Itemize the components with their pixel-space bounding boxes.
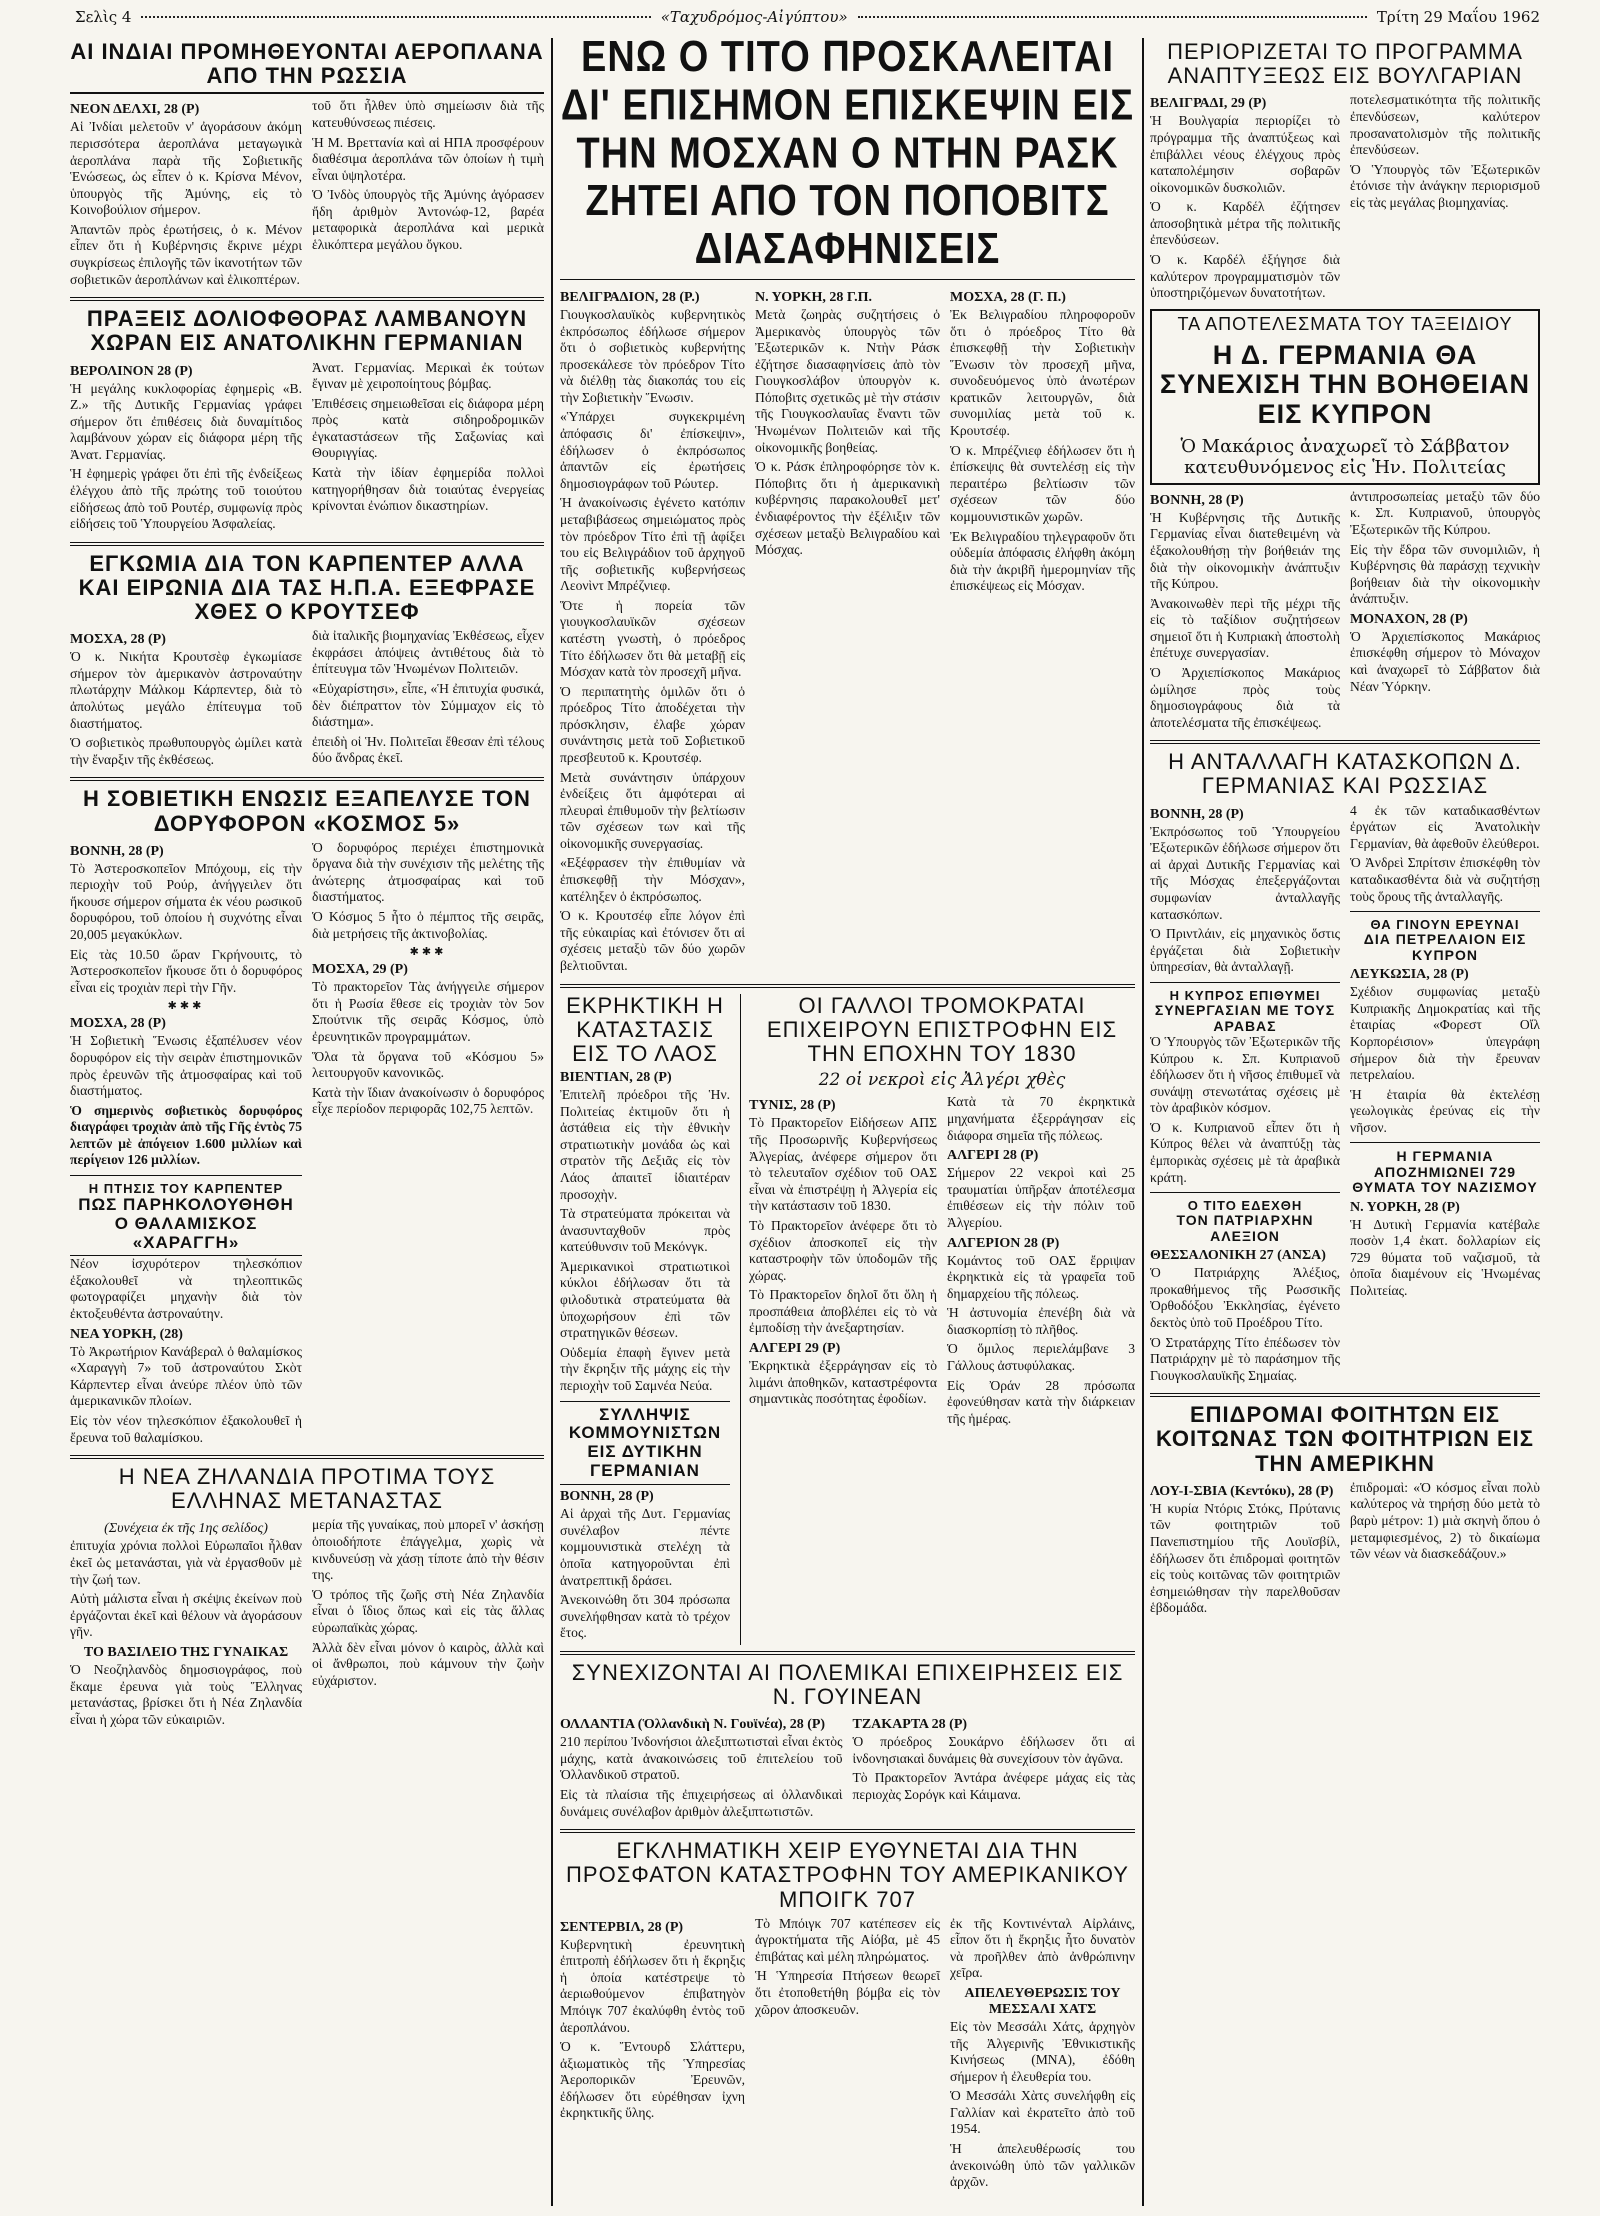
- article-paragraph: Ὁ σημερινὸς σοβιετικὸς δορυφόρος διαγράφει τροχιὰν ἀπὸ τῆς Γῆς ἐντὸς 75 λεπτῶν μὲ ἀπόγειον 1.600 μιλλίων καὶ περίγειον 126 μιλλίων.: [70, 1102, 302, 1168]
- article-paragraph: Κατὰ τὰ 70 ἐκρηκτικὰ μηχανήματα ἐξερράγησαν εἰς διάφορα σημεῖα τῆς πόλεως.: [947, 1094, 1135, 1143]
- masthead: [75, 0, 1540, 34]
- newspaper-title: «Ταχυδρόμος-Αἰγύπτου»: [660, 8, 848, 26]
- article-paragraph: Ὁ Νεοζηλανδὸς δημοσιογράφος, ποὺ ἔκαμε ἐρευνα γιὰ τοὺς Ἕλληνας μετανάστας, βρίσκει ὅτι ἡ Νέα Ζηλανδία εἶναι ἡ χώρα τῶν εὐκαιριῶν.: [70, 1661, 302, 1727]
- headline-carpenter: ΕΓΚΩΜΙΑ ΔΙΑ ΤΟΝ ΚΑΡΠΕΝΤΕΡ ΑΛΛΑ ΚΑΙ ΕΙΡΩΝΙΑ ΔΙΑ ΤΑΣ Η.Π.Α. ΕΞΕΦΡΑΣΕ ΧΘΕΣ Ο ΚΡΟΥΤΣΕΦ: [78, 550, 536, 625]
- article-paragraph: Ἡ ἑταιρία θὰ ἐκτελέσῃ γεωλογικὰς ἐρεύνας εἰς τὴν νῆσον.: [1350, 1086, 1540, 1135]
- issue-date: Τρίτη 29 Μαΐου 1962: [1376, 8, 1540, 26]
- page-number: Σελὶς 4: [75, 8, 132, 26]
- kicker: Η ΠΤΗΣΙΣ ΤΟΥ ΚΑΡΠΕΝΤΕΡ: [88, 1180, 284, 1196]
- section-divider: [70, 777, 544, 781]
- article-paragraph: Ἐκρηκτικὰ ἐξερράγησαν εἰς τὸ λιμάνι ἀποθηκῶν, καταστρέφοντα σημαντικὰς ποσότητας ἐφοδίων.: [749, 1358, 937, 1407]
- kicker: ΤΑ ΑΠΟΤΕΛΕΣΜΑΤΑ ΤΟΥ ΤΑΞΕΙΔΙΟΥ: [1177, 313, 1513, 334]
- dateline: ΝΕΑ ΥΟΡΚΗ, (28): [70, 1326, 183, 1342]
- kicker: ΘΑ ΓΙΝΟΥΝ ΕΡΕΥΝΑΙ: [1370, 917, 1520, 933]
- article-paragraph: Τὸ Ἀστεροσκοπεῖον Μπόχουμ, εἰς τὴν περιοχὴν τοῦ Ρούρ, ἀνήγγειλεν ὅτι ἤκουσε σήμερον σήματα ἐκ νέου ρωσικοῦ δορυφόρου, τοῦ ὁποίου ἡ συχνότης εἶναι 20,005 μεγακύκλων.: [70, 860, 302, 943]
- article-paragraph: Ἡ Μ. Βρεττανία καὶ αἱ ΗΠΑ προσφέρουν διαθέσιμα ἀεροπλάνα τῶν ὁποίων ἡ τιμὴ εἶναι ὑψηλοτέρα.: [312, 134, 544, 183]
- article-paragraph: Μετὰ συνάντησιν ὑπάρχουν ἐνδείξεις ὅτι ἀμφότεραι αἱ πλευραὶ ἐπιθυμοῦν τὴν βελτίωσιν τῶν σχέσεων των καὶ τῆς οἰκονομικῆς συνεργασίας.: [560, 769, 745, 851]
- article-paragraph: ἐκ τῆς Κοντινένταλ Αἰρλάινς, εἶπον ὅτι ἡ ἔκρηξις ἦτο δυνατὸν νὰ προῆλθεν ἀπὸ ἀνθρώπινην χεῖρα.: [950, 1915, 1135, 1981]
- article-paragraph: Εἰς τὴν ἔδρα τῶν συνομιλιῶν, ἡ Κυβέρνησις θὰ παράσχῃ τεχνικὴν βοήθειαν διὰ τὴν οἰκονομικὴν ἀνάπτυξιν.: [1350, 541, 1540, 607]
- section-divider: [1350, 1142, 1540, 1143]
- article-paragraph: Τὸ Πρακτορεῖον Εἰδήσεων ΑΠΣ τῆς Προσωρινῆς Κυβερνήσεως Ἀλγερίας, ἀνέφερε σήμερον ὅτι τὸ τελευταῖον σχέδιον τοῦ ΟΑΣ εἶναι νὰ ἐπιστρέψῃ ἡ Ἀλγερία εἰς τὴν κατάστασιν τοῦ 1830.: [749, 1115, 937, 1214]
- article-paragraph: διὰ ἰταλικῆς βιομηχανίας Ἐκθέσεως, εἶχεν ἐκφράσει ἀπόψεις ἀντιθέτους διὰ τὸ ἐπίτευγμα τῶν Ἡνωμένων Πολιτειῶν.: [312, 628, 544, 677]
- article-paragraph: Ὁ Ὑπουργὸς τῶν Ἐξωτερικῶν ἐτόνισε τὴν ἀνάγκην περιορισμοῦ εἰς τὰς μεγάλας βιομηχανίας.: [1350, 161, 1540, 210]
- headline-boeing: ΕΓΚΛΗΜΑΤΙΚΗ ΧΕΙΡ ΕΥΘΥΝΕΤΑΙ ΔΙΑ ΤΗΝ ΠΡΟΣΦΑΤΟΝ ΚΑΤΑΣΤΡΟΦΗΝ ΤΟΥ ΑΜΕΡΙΚΑΝΙΚΟΥ ΜΠΟΙΓΚ 707: [566, 1838, 1129, 1912]
- dateline: ΜΟΣΧΑ, 29 (Ρ): [312, 962, 408, 978]
- dateline: ΒΕΡΟΛΙΝΟΝ 28 (Ρ): [70, 363, 193, 379]
- cyprus-box: [1150, 309, 1540, 485]
- article-paragraph: Ἡ Δυτικὴ Γερμανία κατέβαλε ποσὸν 1,4 ἑκατ. δολλαρίων εἰς 729 θύματα τοῦ ναζισμοῦ, τὰ ὁποῖα διαμένουν εἰς Ἡνωμένας Πολιτείας.: [1350, 1216, 1540, 1298]
- article-paragraph: Ὁ Πατριάρχης Ἀλέξιος, προκαθήμενος τῆς Ρωσσικῆς Ὀρθοδόξου Ἐκκλησίας, ἐγένετο δεκτὸς ὑπὸ τοῦ Προέδρου Τίτο.: [1150, 1265, 1340, 1330]
- article-paragraph: Τὸ Πρακτορεῖον δηλοῖ ὅτι ὅλη ἡ προσπάθεια ἀποβλέπει εἰς τὸ νὰ ἐμποδίσῃ τὴν ἀνεξαρτησίαν.: [749, 1287, 937, 1336]
- dateline: ΑΛΓΕΡΙΟΝ 28 (Ρ): [947, 1235, 1060, 1251]
- article-paragraph: Ὁ σοβιετικὸς πρωθυπουργὸς ὡμίλει κατὰ τὴν ἔναρξιν τῆς ἐκθέσεως.: [70, 735, 302, 767]
- dateline: Ν. ΥΟΡΚΗ, 28 Γ.Π.: [755, 289, 873, 305]
- article-paragraph: Ὁ κ. Μπρέζνιεφ ἐδήλωσεν ὅτι ἡ ἐπίσκεψις θὰ συντελέσῃ εἰς τὴν περαιτέρω βελτίωσιν τῶν σχέσεων τῶν δύο κομμουνιστικῶν χωρῶν.: [950, 442, 1135, 524]
- article-paragraph: Ἐκ Βελιγραδίου πληροφοροῦν ὅτι ὁ πρόεδρος Τίτο θὰ ἐπισκεφθῇ τὴν Σοβιετικὴν Ἕνωσιν τὸν προσεχῆ μῆνα, συνοδευόμενος ὑπὸ ἀνωτέρων κρατικῶν λειτουργῶν, διὰ συνομιλίας μετὰ τοῦ κ. Κρουτσέφ.: [950, 306, 1135, 439]
- article-paragraph: Σχέδιον συμφωνίας μεταξὺ Κυπριακῆς Δημοκρατίας καὶ τῆς ἑταιρίας «Φορεστ Οἴλ Κορπορέισιον» ὑπεγράφη σήμερον διὰ τὴν ἔρευναν πετρελαίου.: [1350, 984, 1540, 1083]
- article-paragraph: ἐπιδρομαὶ: «Ὁ κόσμος εἶναι πολὺ καλύτερος νὰ τηρήσῃ δύο μετὰ τὸ βαρὺ μέτρον: 1) μιὰ σκηνὴ ὅπου ὁ μεταμφιεσμένος, 2) τὸ δικαίωμα τῶν νέων νὰ διασκεδάζουν.»: [1350, 1479, 1540, 1562]
- article-paragraph: Κομάντος τοῦ ΟΑΣ ἔρριψαν ἐκρηκτικὰ εἰς τὰ γραφεῖα τοῦ δημαρχείου τῆς πόλεως.: [947, 1252, 1135, 1301]
- continuation-note: (Συνέχεια ἐκ τῆς 1ης σελίδος): [104, 1521, 268, 1537]
- article-paragraph: Ἡ Σοβιετικὴ Ἕνωσις ἐξαπέλυσεν νέον δορυφόρον εἰς τὴν σειρὰν ἐπιστημονικῶν πρὸς ἐρευνῶν τῆς ἀτμοσφαίρας καὶ τοῦ διαστήματος.: [70, 1033, 302, 1099]
- article-paragraph: Ὁ πρόεδρος Σουκάρνο ἐδήλωσεν ὅτι αἱ ἰνδονησιακαὶ δυνάμεις θὰ συνεχίσουν τὸν ἀγῶνα.: [852, 1734, 1135, 1766]
- headline-cosmos: Η ΣΟΒΙΕΤΙΚΗ ΕΝΩΣΙΣ ΕΞΑΠΕΛΥΣΕ ΤΟΝ ΔΟΡΥΦΟΡΟΝ «ΚΟΣΜΟΣ 5»: [83, 786, 531, 836]
- dateline: ΒΕΛΙΓΡΑΔΙ, 29 (Ρ): [1150, 96, 1267, 112]
- headline-algeria: ΟΙ ΓΑΛΛΟΙ ΤΡΟΜΟΚΡΑΤΑΙ ΕΠΙΧΕΙΡΟΥΝ ΕΠΙΣΤΡΟΦΗΝ ΕΙΣ ΤΗΝ ΕΠΟΧΗΝ ΤΟΥ 1830: [766, 992, 1118, 1066]
- article-paragraph: Οὐδεμία ἐπαφὴ ἔγινεν μετὰ τὴν ἔκρηξιν τῆς μάχης εἰς τὴν περιοχὴν τοῦ Σαμνέα Νεύα.: [560, 1344, 730, 1393]
- headline-nazism: Η ΓΕΡΜΑΝΙΑ ΑΠΟΖΗΜΙΩΝΕΙ 729 ΘΥΜΑΤΑ ΤΟΥ ΝΑΖΙΣΜΟΥ: [1352, 1148, 1538, 1196]
- article-paragraph: «Εὐχαρίστησι», εἶπε, «Ἡ ἐπιτυχία φυσικά, δὲν διέπραττον τὸν Σύμμαχον εἰς τὸ διάστημα».: [312, 681, 544, 730]
- article-paragraph: Τὸ Ἀκρωτήριον Κανάβεραλ ὁ θαλαμίσκος «Χαραγγὴ 7» τοῦ ἀστροναύτου Σκὸτ Κάρπεντερ εἶναι ἀνεύρε πλέον ὑπὸ τῶν ἀμερικανικῶν πλοίων.: [70, 1343, 302, 1409]
- dateline: ΝΕΟΝ ΔΕΛΧΙ, 28 (Ρ): [70, 102, 200, 118]
- article-paragraph: Ὁ Ἀρχιεπίσκοπος Μακάριος ἐπισκέφθη σήμερον τὸ Μόναχον καὶ ἀναχωρεῖ τὸ Σάββατον διὰ Νέαν Ὑόρκην.: [1350, 628, 1540, 694]
- article-paragraph: Εἰς τὰ πλαίσια τῆς ἐπιχειρήσεως αἱ ὁλλανδικαὶ δυνάμεις συνέλαβον ἀριθμὸν ἀλεξιπτωτιστῶν.: [560, 1786, 843, 1819]
- article-paragraph: Ἡ ἀπελευθέρωσίς του ἀνεκοινώθη ὑπὸ τῶν γαλλικῶν ἀρχῶν.: [950, 2141, 1135, 2190]
- masthead-rule: [141, 16, 650, 18]
- article-paragraph: Ἀνεκοινώθη ὅτι 304 πρόσωπα συνελήφθησαν κατὰ τὸ τρέχον ἔτος.: [560, 1592, 730, 1641]
- article-paragraph: ποτελεσματικότητα τῆς πολιτικῆς ἐπενδύσεων, καλύτερον προσανατολισμὸν τῆς πολιτικῆς ἐπενδύσεων.: [1350, 92, 1540, 158]
- article-paragraph: Ὁ κ. Καρδέλ ἐξήγησε διὰ καλύτερον προγραμματισμὸν τῶν ὑποστηριζόμενων δυνατοτήτων.: [1150, 252, 1340, 301]
- dateline: ΒΟΝΝΗ, 28 (Ρ): [70, 843, 164, 859]
- article-paragraph: Ὁ κ. Ράσκ ἐπληροφόρησε τὸν κ. Πόποβιτς ὅτι ἡ ἀμερικανικὴ κυβέρνησις παρακολουθεῖ μετ' ἐνδιαφέροντος τὴν ἐξέλιξιν τῶν σχέσεων μεταξὺ Βελιγραδίου καὶ Μόσχας.: [755, 459, 940, 558]
- article-paragraph: 4 ἐκ τῶν καταδικασθέντων ἐργάτων εἰς Ἀνατολικὴν Γερμανίαν, θὰ ἀφεθοῦν ἐλεύθεροι.: [1350, 802, 1540, 851]
- article-paragraph: Ὁ κ. Κρουτσέφ εἶπε λόγον ἐπὶ τῆς εὐκαιρίας καὶ ἐτόνισεν ὅτι αἱ σχέσεις μεταξὺ τῶν δύο χωρῶν βελτιοῦνται.: [560, 908, 745, 973]
- subheadline-cyprus: Ὁ Μακάριος ἀναχωρεῖ τὸ Σάββατον κατευθυνόμενος εἰς Ἡν. Πολιτείας: [1180, 435, 1510, 479]
- headline-arrests: ΣΥΛΛΗΨΙΣ ΚΟΜΜΟΥΝΙΣΤΩΝ ΕΙΣ ΔΥΤΙΚΗΝ ΓΕΡΜΑΝΙΑΝ: [560, 1401, 730, 1486]
- section-divider: [1350, 911, 1540, 912]
- dateline: ΟΛΛΑΝΤΙΑ (Ὁλλανδικὴ Ν. Γουϊνέα), 28 (Ρ): [560, 1717, 826, 1733]
- article-paragraph: ἐπιτυχία χρόνια πολλοὶ Εὐρωπαῖοι ἦλθαν ἐκεῖ ὡς μετανάσται, γιὰ νὰ ἐργασθοῦν μὲ τὴν ζωή των.: [70, 1538, 302, 1587]
- section-divider: [70, 297, 544, 301]
- article-paragraph: Ὁ κ. Ἔντουρδ Σλάττερυ, ἀξιωματικὸς τῆς Ὑπηρεσίας Ἀεροπορικῶν Ἐρευνῶν, ἐδήλωσεν ὅτι εὑρέθησαν ἰχνη ἐκρηκτικῆς ὕλης.: [560, 2039, 745, 2121]
- section-divider: [1150, 740, 1540, 744]
- article-paragraph: Ἡ ἀνακοίνωσις ἐγένετο κατόπιν μεταβιβάσεως σημειώματος πρὸς τὸν πρόεδρον Τίτο ἐπὶ τῇ ἀφίξει του εἰς Βελιγράδιον τοῦ ἀρχηγοῦ τῆς σοβιετικῆς κυβερνήσεως Λεονὶντ Μπρέζνιεφ.: [560, 495, 745, 594]
- article-paragraph: «Εξέφρασεν τὴν ἐπιθυμίαν νὰ ἐπισκεφθῇ τὴν Μόσχαν», κατέληξεν ὁ ἐκπρόσωπος.: [560, 855, 745, 904]
- subheadline-algeria: 22 οἱ νεκροὶ εἰς Ἀλγέρι χθὲς: [818, 1070, 1066, 1091]
- dateline: ΒΕΛΙΓΡΑΔΙΟΝ, 28 (Ρ.): [560, 289, 700, 305]
- article-paragraph: μερία τῆς γυναίκας, ποὺ μπορεῖ ν' ἀσκήσῃ ὁποιοδήποτε ἐπάγγελμα, χωρὶς νὰ κινδυνεύσῃ νὰ χάσῃ τίποτε ἀπὸ τὴν θέσιν της.: [312, 1517, 544, 1583]
- article-paragraph: Ἐκ Βελιγραδίου τηλεγραφοῦν ὅτι οὐδεμία ἀπόφασις ἐλήφθη ἀκόμη διὰ τὴν ἀκριβῆ ἡμερομηνίαν τῆς ἐπισκέψεως εἰς Μόσχαν.: [950, 528, 1135, 594]
- left-column: [70, 40, 544, 2210]
- section-divider: [560, 1651, 1135, 1655]
- article-paragraph: 210 περίπου Ἰνδονήσιοι ἀλεξιπτωτισταὶ εἶναι ἐκτὸς μάχης, κατὰ ἀνακοινώσεις τοῦ ἐπιτελείου τοῦ Ὁλλανδικοῦ στρατοῦ.: [560, 1734, 843, 1783]
- dateline: ΛΟΥ-Ι-ΣΒΙΑ (Κεντόκυ), 28 (Ρ): [1150, 1483, 1334, 1499]
- article-paragraph: Ἐπιθέσεις σημειωθεῖσαι εἰς διάφορα μέρη πρὸς κατὰ σιδηροδρομικῶν ἐγκαταστάσεων τῆς Σαξωνίας καὶ Θουριγγίας.: [312, 395, 544, 461]
- article-paragraph: Ἀνατ. Γερμανίας. Μερικαὶ ἐκ τούτων ἔγιναν μὲ χειροποίητους βόμβας.: [312, 359, 544, 392]
- article-paragraph: Ἀνακοινωθὲν περὶ τῆς μέχρι τῆς εἰς τὸ ταξίδιον συζητήσεων σημειοῖ ὅτι ἡ Κυπριακὴ ἀποστολὴ ἐπέτυχε συνεργασίαν.: [1150, 595, 1340, 661]
- article-paragraph: Ὅλα τὰ ὄργανα τοῦ «Κόσμου 5» λειτουργοῦν κανονικῶς.: [312, 1048, 544, 1081]
- headline-guinea: ΣΥΝΕΧΙΖΟΝΤΑΙ ΑΙ ΠΟΛΕΜΙΚΑΙ ΕΠΙΧΕΙΡΗΣΕΙΣ ΕΙΣ Ν. ΓΟΥΙΝΕΑΝ: [571, 1659, 1124, 1710]
- article-paragraph: Ἡ κυρία Ντόρις Στόκς, Πρύτανις τῶν φοιτητριῶν τοῦ Πανεπιστημίου τῆς Λουϊσβίλ, ἐδήλωσεν ὅτι ἐπιδρομαὶ φοιτητῶν εἰς τοὺς κοιτῶνας τῶν φοιτητριῶν ἐσημειώθησαν τὴν παρελθοῦσαν ἑβδομάδα.: [1150, 1500, 1340, 1616]
- article-paragraph: Ὁ δορυφόρος περιέχει ἐπιστημονικὰ ὄργανα διὰ τὴν συνέχισιν τῆς μελέτης τῆς ἀνώτερης ἀτμοσφαίρας καὶ τοῦ διαστήματος.: [312, 839, 544, 905]
- dateline: ΒΟΝΝΗ, 28 (Ρ): [560, 1489, 654, 1505]
- separator-stars: ✱✱✱: [167, 999, 205, 1013]
- article-paragraph: Ὁ Πριντλάιν, εἰς μηχανικὸς ὅστις ἐργάζεται διὰ Σοβιετικὴν ὑπηρεσίαν, θὰ ἀνταλλαγῇ.: [1150, 926, 1340, 975]
- article-paragraph: Ὁ κ. Κυπριανοῦ εἶπεν ὅτι ἡ Κύπρος θέλει νὰ ἀναπτύξῃ τὰς ἐμπορικὰς σχέσεις μὲ τὰ ἀραβικὰ κράτη.: [1150, 1119, 1340, 1185]
- article-paragraph: Εἰς τὸν νέον τηλεσκόπιον ἐξακολουθεῖ ἡ ἔρευνα τοῦ θαλαμίσκου.: [70, 1412, 302, 1445]
- article-paragraph: Ὁ Στρατάρχης Τίτο ἐπέδωσεν τὸν Πατριάρχην μὲ τὸ παράσημον τῆς Γιουγκοσλαυϊκῆς Σημαίας.: [1150, 1334, 1340, 1383]
- headline-cyprus: Η Δ. ΓΕΡΜΑΝΙΑ ΘΑ ΣΥΝΕΧΙΣΗ ΤΗΝ ΒΟΗΘΕΙΑΝ ΕΙΣ ΚΥΠΡΟΝ: [1160, 339, 1530, 429]
- article-paragraph: Αἱ Ἰνδίαι μελετοῦν ν' ἀγοράσουν ἀκόμη περισσότερα ἀεροπλάνα μεταγωγικὰ ἀεροπλάνα παρὰ τῆς Σοβιετικῆς Ἑνώσεως, ὡς εἶπεν ὁ κ. Κρίσνα Μένον, ὑπουργὸς τῆς Ἀμύνης, εἰς τὸ Κοινοβούλιον σήμερον.: [70, 119, 302, 218]
- section-divider: [1150, 982, 1340, 983]
- article-paragraph: Ὁ Μεσσάλι Χὰτς συνελήφθη εἰς Γαλλίαν καὶ ἐκρατεῖτο ἀπὸ τοῦ 1954.: [950, 2088, 1135, 2137]
- dateline: ΣΕΝΤΕΡΒΙΛ, 28 (Ρ): [560, 1919, 684, 1935]
- subheading: ΤΟ ΒΑΣΙΛΕΙΟ ΤΗΣ ΓΥΝΑΙΚΑΣ: [83, 1644, 289, 1660]
- article-paragraph: Ἡ Βουλγαρία περιορίζει τὸ πρόγραμμα τῆς ἀναπτύξεως καὶ ἐπιβάλλει νέους ἐλέγχους πρὸς καταπολέμησιν σοβαρῶν οἰκονομικῶν δυσκολιῶν.: [1150, 113, 1340, 195]
- article-paragraph: Ὁ κ. Καρδέλ ἐζήτησεν ἀποσοβητικὰ μέτρα τῆς πολιτικῆς ἐπενδύσεων.: [1150, 199, 1340, 248]
- column-divider: [551, 38, 553, 2206]
- headline-alexius: ΤΟΝ ΠΑΤΡΙΑΡΧΗΝ ΑΛΕΞΙΟΝ: [1176, 1212, 1314, 1244]
- right-column: [1150, 40, 1540, 2210]
- article-paragraph: Κυβερνητικὴ ἐρευνητικὴ ἐπιτροπὴ ἐδήλωσεν ὅτι ἡ ἔκρηξις ἡ ὁποία κατέστρεψε τὸ ἀεριωθούμενον ἐπιβατηγὸν Μπόιγκ 707 ἐκαλύφθη ἐντὸς τοῦ ἀεροπλάνου.: [560, 1936, 745, 2035]
- dateline: ΒΟΝΝΗ, 28 (Ρ): [1150, 806, 1244, 822]
- article-paragraph: Κατὰ τὴν ἰδίαν ἐφημερίδα πολλοὶ κατηγορήθησαν διὰ τοιαύτας ἐνεργείας κρίνονται ἐνώπιον δικαστηρίων.: [312, 465, 544, 514]
- kicker: Η ΚΥΠΡΟΣ ΕΠΙΘΥΜΕΙ: [1169, 987, 1321, 1003]
- article-paragraph: Ἡ Ὑπηρεσία Πτήσεων θεωρεῖ ὅτι ἐτοποθετήθη βόμβα εἰς τὸν χῶρον ἀποσκευῶν.: [755, 1968, 940, 2017]
- dateline: ΜΟΣΧΑ, 28 (Ρ): [70, 632, 166, 648]
- headline-exchange: Η ΑΝΤΑΛΛΑΓΗ ΚΑΤΑΣΚΟΠΩΝ Δ. ΓΕΡΜΑΝΙΑΣ ΚΑΙ ΡΩΣΣΙΑΣ: [1168, 749, 1522, 799]
- kicker: Ο ΤΙΤΟ ΕΔΕΧΘΗ: [1187, 1198, 1303, 1214]
- masthead-rule: [858, 16, 1367, 18]
- kicker: ΑΠΕΛΕΥΘΕΡΩΣΙΣ ΤΟΥ ΜΕΣΣΑΛΙ ΧΑΤΣ: [964, 1986, 1121, 2018]
- main-headline: ΕΝΩ Ο ΤΙΤΟ ΠΡΟΣΚΑΛΕΙΤΑΙ ΔΙ' ΕΠΙΣΗΜΟΝ ΕΠΙΣΚΕΨΙΝ ΕΙΣ ΤΗΝ ΜΟΣΧΑΝ Ο ΝΤΗΝ ΡΑΣΚ ΖΗΤΕΙ ΑΠΟ ΤΟΝ ΠΟΠΟΒΙΤΣ ΔΙΑΣΑΦΗΝΙΣΕΙΣ: [560, 40, 1135, 274]
- article-paragraph: Νέον ἰσχυρότερον τηλεσκόπιον ἐξακολουθεῖ νὰ τηλεοπτικῶς φωτογραφίζει μηχανὴν διὰ τὸν ἐκτοξευθέντα ἀστροναύτην.: [70, 1256, 302, 1322]
- article-paragraph: Ὁ Κόσμος 5 ἦτο ὁ πέμπτος τῆς σειρᾶς, διὰ μετρήσεις τῆς ἀκτινοβολίας.: [312, 909, 544, 941]
- article-paragraph: Ἡ μεγάλης κυκλοφορίας ἐφημερὶς «Β. Ζ.» τῆς Δυτικῆς Γερμανίας γράφει σήμερον ὅτι ἐπιθέσεις διὰ δυναμίτιδος λαμβάνουν χώραν εἰς διάφορα μέρη τῆς Ἀνατ. Γερμανίας.: [70, 380, 302, 462]
- article-paragraph: ἀντιπροσωπείας μεταξὺ τῶν δύο κ. Σπ. Κυπριανοῦ, ὑπουργὸς Ἐξωτερικῶν τῆς Κύπρου.: [1350, 488, 1540, 537]
- article-paragraph: Ὁ Ὑπουργὸς τῶν Ἐξωτερικῶν τῆς Κύπρου κ. Σπ. Κυπριανοῦ ἐδήλωσεν ὅτι ἡ νῆσος ἐπιθυμεῖ νὰ συνάψῃ στενωτάτας σχέσεις μὲ τὸν ἀραβικὸν κόσμον.: [1150, 1033, 1340, 1116]
- dateline: ΑΛΓΕΡΙ 29 (Ρ): [749, 1341, 841, 1356]
- article-paragraph: Αὐτὴ μάλιστα εἶναι ἡ σκέψις ἐκείνων ποὺ ἐργάζονται ἐκεῖ καὶ θέλουν νὰ ἀγοράσουν γῆν.: [70, 1591, 302, 1640]
- article-paragraph: Ἡ ἐφημερὶς γράφει ὅτι ἐπὶ τῆς ἐνδείξεως ἐλέγχου ἀπὸ τῆς πρώτης τοῦ τοιούτου εἰδήσεως ἀπὸ τοῦ Ρουτέρ, συμφωνίᾳ πρὸς εἰδήσεις τοῦ Ὑπουργείου Ἀσφαλείας.: [70, 466, 302, 532]
- headline-sabotage: ΠΡΑΞΕΙΣ ΔΟΛΙΟΦΘΟΡΑΣ ΛΑΜΒΑΝΟΥΝ ΧΩΡΑΝ ΕΙΣ ΑΝΑΤΟΛΙΚΗΝ ΓΕΡΜΑΝΙΑΝ: [86, 306, 528, 356]
- headline-india: ΑΙ ΙΝΔΙΑΙ ΠΡΟΜΗΘΕΥΟΝΤΑΙ ΑΕΡΟΠΛΑΝΑ ΑΠΟ ΤΗΝ ΡΩΣΣΙΑ: [70, 40, 544, 94]
- article-paragraph: Ὁ ὅμιλος περιελάμβανε 3 Γάλλους ἀστυφύλακας.: [947, 1341, 1135, 1373]
- section-divider: [560, 984, 1135, 988]
- article-paragraph: Ἐπιτελῆ πρόεδροι τῆς Ἡν. Πολιτείας ἐκτιμοῦν ὅτι ἡ ἀστάθεια εἰς τὴν ἐθνικὴν στρατιωτικὴν μονάδα ὡς καὶ στρατὸν τῆς Δεξιᾶς εἰς τὸν Λάος ἀπαιτεῖ ἰδιαιτέραν προσοχὴν.: [560, 1087, 730, 1202]
- article-paragraph: Εἰς τὰς 10.50 ὥραν Γκρήνουιτς, τὸ Ἀστεροσκοπεῖον ἤκουσε ὅτι ὁ δορυφόρος εἶναι εἰς τροχιὰν περὶ τὴν Γῆν.: [70, 946, 302, 995]
- article-paragraph: Ἀμερικανικοὶ στρατιωτικοὶ κύκλοι ἐδήλωσαν ὅτι τὰ φιλοδυτικὰ στρατεύματα θὰ ὑποχωρήσουν ἐπὶ τῶν στρατηγικῶν θέσεων.: [560, 1258, 730, 1341]
- article-paragraph: Εἰς τὸν Μεσσάλι Χάτς, ἀρχηγὸν τῆς Ἀλγερινῆς Ἐθνικιστικῆς Κινήσεως (ΜΝΑ), ἐδόθη σήμερον ἡ ἐλευθερία του.: [950, 2019, 1135, 2084]
- dateline: ΤΥΝΙΣ, 28 (Ρ): [749, 1098, 836, 1114]
- article-paragraph: Τὸ Πρακτορεῖον Ἀντάρα ἀνέφερε μάχας εἰς τὰς περιοχὰς Σορόγκ καὶ Κάιμανα.: [852, 1770, 1135, 1802]
- article-paragraph: Ὁ Ἰνδὸς ὑπουργὸς τῆς Ἀμύνης ἀγόρασεν ἤδη ἀριθμὸν Ἀντονώφ-12, βαρέα μεταφορικὰ ἀεροπλάνα καὶ μερικὰ ἑλικόπτερα μεγάλου ὄγκου.: [312, 187, 544, 252]
- headline-capsule: ΠΩΣ ΠΑΡΗΚΟΛΟΥΘΗΘΗ Ο ΘΑΛΑΜΙΣΚΟΣ «ΧΑΡΑΓΓΗ»: [70, 1196, 302, 1256]
- headline-arabs: ΣΥΝΕΡΓΑΣΙΑΝ ΜΕ ΤΟΥΣ ΑΡΑΒΑΣ: [1154, 1002, 1336, 1034]
- article-paragraph: Τὸ Μπόιγκ 707 κατέπεσεν εἰς ἀγροκτήματα τῆς Αἰόβα, μὲ 45 ἐπιβάτας καὶ μέλη πληρώματος.: [755, 1915, 940, 1964]
- article-paragraph: Ἡ ἀστυνομία ἐπενέβη διὰ νὰ διασκορπίσῃ τὸ πλῆθος.: [947, 1305, 1135, 1337]
- headline-bulgaria: ΠΕΡΙΟΡΙΖΕΤΑΙ ΤΟ ΠΡΟΓΡΑΜΜΑ ΑΝΑΠΤΥΞΕΩΣ ΕΙΣ ΒΟΥΛΓΑΡΙΑΝ: [1167, 40, 1523, 89]
- article-paragraph: Σήμερον 22 νεκροὶ καὶ 25 τραυματίαι ὑπῆρξαν ἀποτέλεσμα ἐπιθέσεων εἰς τὴν πόλιν τοῦ Ἀλγερίου.: [947, 1165, 1135, 1230]
- article-paragraph: Ὅτε ἡ πορεία τῶν γιουγκοσλαυϊκῶν σχέσεων κατέστη γνωστὴ, ὁ πρόεδρος Τίτο ἐδήλωσεν ὅτι θὰ μεταβῇ εἰς Μόσχαν κατὰ τὸν προσεχῆ μῆνα.: [560, 597, 745, 680]
- article-paragraph: Τὸ πρακτορεῖον Τὰς ἀνήγγειλε σήμερον ὅτι ἡ Ρωσία ἔθεσε εἰς τροχιὰν τὸν 5ον Σπούτνικ τῆς σειρᾶς Κόσμος, ὑπὸ ἐρευνητικῶν προγραμμάτων.: [312, 979, 544, 1044]
- article-paragraph: Εἰς Ὀράν 28 πρόσωπα ἐφονεύθησαν κατὰ τὴν διάρκειαν τῆς ἡμέρας.: [947, 1377, 1135, 1426]
- article-paragraph: Ἡ Κυβέρνησις τῆς Δυτικῆς Γερμανίας εἶναι διατεθειμένη νὰ ἐξακολουθήσῃ τὴν βοήθειάν της διὰ τὴν οἰκονομικὴν ἀνάπτυξιν τῆς Κύπρου.: [1150, 509, 1340, 592]
- article-paragraph: Ὁ περιπατητὴς ὁμιλῶν ὅτι ὁ πρόεδρος Τίτο ἀποδέχεται τὴν πρόσκλησιν, ἐλαβε χώραν συνάντησις μετὰ τοῦ Σοβιετικοῦ πρεσβευτοῦ κ. Κρουτσέφ.: [560, 683, 745, 766]
- dateline: ΘΕΣΣΑΛΟΝΙΚΗ 27 (ΑΝΣΑ): [1150, 1248, 1326, 1264]
- dateline: Ν. ΥΟΡΚΗ, 28 (Ρ): [1350, 1199, 1460, 1215]
- headline-oil: ΔΙΑ ΠΕΤΡΕΛΑΙΟΝ ΕΙΣ ΚΥΠΡΟΝ: [1363, 931, 1527, 963]
- dateline: ΒΟΝΝΗ, 28 (Ρ): [1150, 492, 1244, 508]
- dateline: ΤΖΑΚΑΡΤΑ 28 (Ρ): [852, 1717, 968, 1733]
- section-divider: [560, 1829, 1135, 1833]
- article-paragraph: Ὁ τρόπος τῆς ζωῆς στὴ Νέα Ζηλανδία εἶναι ὁ ἴδιος ὅπως καὶ εἰς τὰς ἄλλας εὐρωπαϊκὰς χώρας.: [312, 1586, 544, 1635]
- center-column: [560, 40, 1135, 2210]
- dateline: ΒΙΕΝΤΙΑΝ, 28 (Ρ): [560, 1070, 672, 1086]
- section-divider: [70, 1455, 544, 1459]
- separator-stars: ✱✱✱: [409, 945, 447, 959]
- section-divider: [70, 542, 544, 546]
- article-paragraph: Κατὰ τὴν ἴδιαν ἀνακοίνωσιν ὁ δορυφόρος εἶχε περίοδον περιφορᾶς 102,75 λεπτῶν.: [312, 1084, 544, 1117]
- article-paragraph: Αἱ ἀρχαὶ τῆς Δυτ. Γερμανίας συνέλαβον πέντε κομμουνιστικὰ στελέχη τὰ ὁποῖα κατηγοροῦνται ἐπὶ ἀνατρεπτικῇ δράσει.: [560, 1506, 730, 1588]
- article-paragraph: Μετὰ ζωηρὰς συζητήσεις ὁ Ἀμερικανὸς ὑπουργὸς τῶν Ἐξωτερικῶν κ. Ντὴν Ράσκ ἐζήτησε διασαφηνίσεις ἀπὸ τὸν Γιουγκοσλάβον ὑπουργὸν κ. Πόποβιτς σχετικῶς μὲ τὴν στάσιν τῆς Γιουγκοσλαυΐας ἔναντι τῶν Ἡνωμένων Πολιτειῶν καὶ τῆς οἰκονομικῆς βοηθείας.: [755, 306, 940, 455]
- article-paragraph: Ἐκπρόσωπος τοῦ Ὑπουργείου Ἐξωτερικῶν ἐδήλωσε σήμερον ὅτι αἱ ἀρχαὶ Δυτικῆς Γερμανίας καὶ τῆς Μόσχας ἐπεξεργάζονται συμφωνίαν ἀνταλλαγῆς κατασκόπων.: [1150, 823, 1340, 922]
- article-paragraph: Ἀπαντῶν πρὸς ἐρωτήσεις, ὁ κ. Μένον εἶπεν ὅτι ἡ Κυβέρνησις ἔκρινε μέχρι συγκρίσεως ἐπιλογῆς τῶν ἱκανοτήτων τῶν σοβιετικῶν ἀεροπλάνων καὶ ἑλικοπτέρων.: [70, 221, 302, 287]
- dateline: ΛΕΥΚΩΣΙΑ, 28 (Ρ): [1350, 967, 1469, 983]
- dateline: ΜΟΝΑΧΟΝ, 28 (Ρ): [1350, 611, 1468, 627]
- section-divider: [70, 1175, 302, 1176]
- article-paragraph: Ὁ κ. Νικήτα Κρουτσὲφ ἐγκωμίασε σήμερον τὸν ἀμερικανὸν ἀστροναύτην πλωτάρχην Μάλκομ Κάρπεντερ, διὰ τὸ ἀπολύτως μεγάλο ἐπίτευγμα τοῦ διαστήματος.: [70, 649, 302, 731]
- section-divider: [1150, 1192, 1340, 1193]
- dateline: ΜΟΣΧΑ, 28 (Γ. Π.): [950, 289, 1066, 305]
- article-paragraph: Τὸ Πρακτορεῖον ἀνέφερε ὅτι τὸ σχέδιον ἀποσκοπεῖ εἰς τὴν καταστροφὴν τῶν ὑποδομῶν τῆς χώρας.: [749, 1217, 937, 1283]
- headline-zealand: Η ΝΕΑ ΖΗΛΑΝΔΙΑ ΠΡΟΤΙΜΑ ΤΟΥΣ ΕΛΛΗΝΑΣ ΜΕΤΑΝΑΣΤΑΣ: [118, 1464, 496, 1514]
- section-divider: [560, 279, 1135, 280]
- column-divider: [1142, 38, 1144, 2206]
- article-paragraph: ἐπειδὴ οἱ Ἡν. Πολιτεῖαι ἔθεσαν ἐπὶ τέλους δύο ἄνδρας ἐκεῖ.: [312, 733, 544, 766]
- article-paragraph: τοῦ ὅτι ἦλθεν ὑπὸ σημείωσιν διὰ τῆς κατευθύνσεως πιέσεις.: [312, 98, 544, 130]
- article-paragraph: Ὁ Ἀρχιεπίσκοπος Μακάριος ὡμίλησε πρὸς τοὺς δημοσιογράφους διὰ τὰ ἀποτελέσματα τῆς ἐπισκέψεως.: [1150, 664, 1340, 730]
- dateline: ΑΛΓΕΡΙ 28 (Ρ): [947, 1148, 1039, 1164]
- article-paragraph: Γιουγκοσλαυϊκὸς κυβερνητικὸς ἐκπρόσωπος ἐδήλωσε σήμερον ὅτι ὁ σοβιετικὸς κυβερνήτης προσεκάλεσε τὸν πρόεδρον Τίτο νὰ διέλθῃ τὰς διακοπάς του εἰς τὴν Σοβιετικὴν Ἕνωσιν.: [560, 306, 745, 405]
- section-divider: [1150, 1393, 1540, 1397]
- article-paragraph: Ἀλλὰ δὲν εἶναι μόνον ὁ καιρὸς, ἀλλὰ καὶ οἱ ἄνθρωποι, ποὺ κάμνουν τὴν ζωὴν εὐχάριστον.: [312, 1639, 544, 1688]
- article-paragraph: Ὁ Ἀνδρεὶ Σπρίτσιν ἐπισκέφθη τὸν καταδικασθέντα διὰ νὰ συζητήσῃ τοὺς ὅρους τῆς ἀνταλλαγῆς.: [1350, 855, 1540, 904]
- article-paragraph: «Ὑπάρχει συγκεκριμένη ἀπόφασις δι' ἐπίσκεψιν», ἐδήλωσεν ὁ ἐκπρόσωπος ἀπαντῶν εἰς ἐρωτήσεις δημοσιογράφων τοῦ Ρώυτερ.: [560, 409, 745, 491]
- dateline: ΜΟΣΧΑ, 28 (Ρ): [70, 1016, 166, 1032]
- headline-laos: ΕΚΡΗΚΤΙΚΗ Η ΚΑΤΑΣΤΑΣΙΣ ΕΙΣ ΤΟ ΛΑΟΣ: [566, 992, 724, 1066]
- headline-students: ΕΠΙΔΡΟΜΑΙ ΦΟΙΤΗΤΩΝ ΕΙΣ ΚΟΙΤΩΝΑΣ ΤΩΝ ΦΟΙΤΗΤΡΙΩΝ ΕΙΣ ΤΗΝ ΑΜΕΡΙΚΗΝ: [1155, 1402, 1534, 1476]
- article-paragraph: Τὰ στρατεύματα πρόκειται νὰ ἀνασυνταχθοῦν πρὸς κατεύθυνσιν τοῦ Μεκόνγκ.: [560, 1206, 730, 1255]
